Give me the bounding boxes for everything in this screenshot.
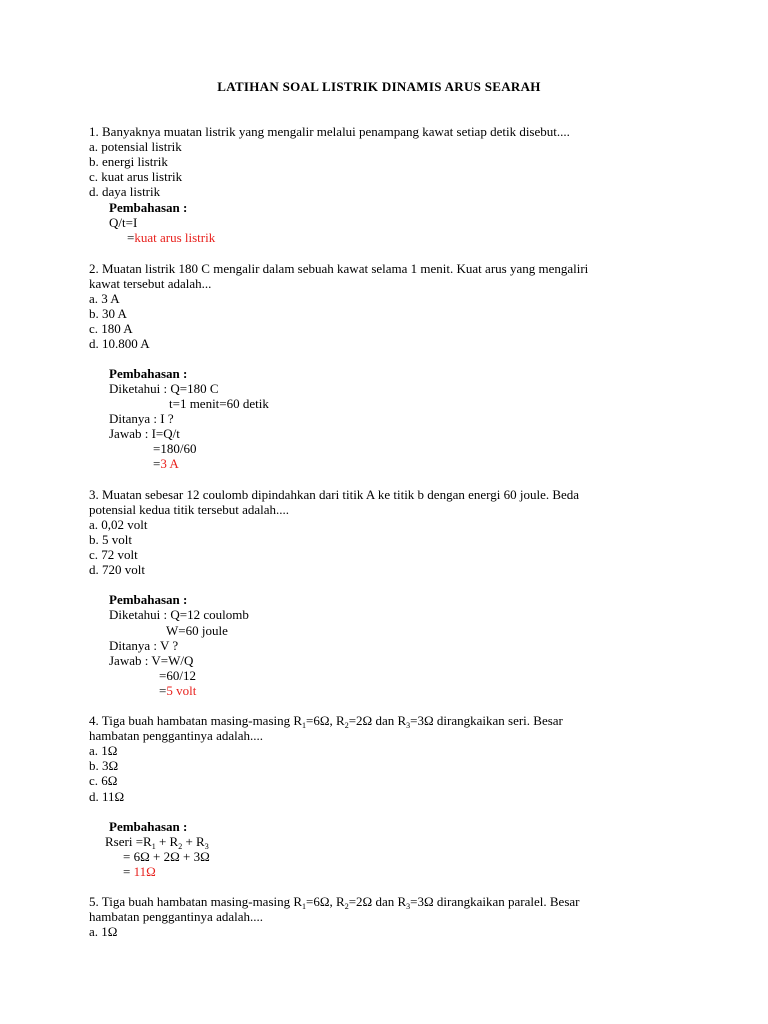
q1-option-c: c. kuat arus listrik: [89, 169, 183, 184]
subscript-1: 1: [302, 721, 307, 730]
q4-answer-line: [123, 864, 156, 879]
subscript-2: 2: [344, 902, 349, 911]
subscript-1: 1: [302, 902, 307, 911]
q2-diketahui-2: t=1 menit=60 detik: [169, 396, 269, 411]
question-1-text: 1. Banyaknya muatan listrik yang mengalir melalui penampang kawat setiap detik disebut....: [89, 124, 570, 139]
q3-ditanya: Ditanya : V ?: [109, 638, 179, 653]
q2-option-a: a. 3 A: [89, 291, 120, 306]
q4-option-b: b. 3Ω: [89, 758, 119, 773]
q1-option-d: d. daya listrik: [89, 184, 161, 199]
q4-answer-prefix: =: [123, 864, 134, 879]
q4-option-a: a. 1Ω: [89, 743, 118, 758]
q3-diketahui-2: W=60 joule: [166, 623, 228, 638]
q4-pembahasan-label: Pembahasan :: [109, 819, 188, 834]
q2-answer: 3 A: [160, 456, 179, 471]
q3-answer: 5 volt: [166, 683, 197, 698]
q5-text-part: =2Ω dan R: [348, 894, 407, 909]
q4-rseri-line: [105, 834, 209, 849]
q1-answer-prefix: =: [127, 230, 135, 245]
q3-option-b: b. 5 volt: [89, 532, 132, 547]
q2-answer-line: [153, 456, 179, 471]
question-3-text-line2: potensial kedua titik tersebut adalah....: [89, 502, 289, 517]
q1-solution-line: Q/t=I: [109, 215, 138, 230]
q1-option-b: b. energi listrik: [89, 154, 168, 169]
q1-answer: kuat arus listrik: [134, 230, 216, 245]
q3-step-1: =60/12: [159, 668, 196, 683]
q3-answer-line: [159, 683, 196, 698]
q4-text-part: =3Ω dirangkaikan seri. Besar: [410, 713, 563, 728]
q3-diketahui: Diketahui : Q=12 coulomb: [109, 607, 249, 622]
question-3-text-line1: 3. Muatan sebesar 12 coulomb dipindahkan dari titik A ke titik b dengan energi 60 joule. Beda: [89, 487, 580, 502]
q1-option-a: a. potensial listrik: [89, 139, 182, 154]
subscript-2: 2: [344, 721, 349, 730]
q4-option-d: d. 11Ω: [89, 789, 125, 804]
question-2-text-line1: 2. Muatan listrik 180 C mengalir dalam sebuah kawat selama 1 menit. Kuat arus yang mengaliri: [89, 261, 589, 276]
q3-option-d: d. 720 volt: [89, 562, 145, 577]
page-title: LATIHAN SOAL LISTRIK DINAMIS ARUS SEARAH: [217, 79, 541, 94]
q2-pembahasan-label: Pembahasan :: [109, 366, 188, 381]
q2-option-c: c. 180 A: [89, 321, 133, 336]
subscript-1: 1: [151, 842, 156, 851]
q2-jawab: Jawab : I=Q/t: [109, 426, 180, 441]
q4-step-1: = 6Ω + 2Ω + 3Ω: [123, 849, 210, 864]
question-5-text-line2: hambatan penggantinya adalah....: [89, 909, 263, 924]
q3-option-a: a. 0,02 volt: [89, 517, 148, 532]
q4-text-part: =6Ω, R: [306, 713, 345, 728]
q3-jawab: Jawab : V=W/Q: [109, 653, 194, 668]
q3-option-c: c. 72 volt: [89, 547, 138, 562]
q2-answer-prefix: =: [153, 456, 161, 471]
q2-step-1: =180/60: [153, 441, 197, 456]
q5-text-part: 5. Tiga buah hambatan masing-masing R: [89, 894, 303, 909]
subscript-3: 3: [204, 842, 209, 851]
q5-text-part: =6Ω, R: [306, 894, 345, 909]
q1-pembahasan-label: Pembahasan :: [109, 200, 188, 215]
q3-pembahasan-label: Pembahasan :: [109, 592, 188, 607]
q4-rseri-part: + R: [155, 834, 179, 849]
q5-text-part: =3Ω dirangkaikan paralel. Besar: [410, 894, 580, 909]
question-4-text-line2: hambatan penggantinya adalah....: [89, 728, 263, 743]
subscript-3: 3: [406, 721, 411, 730]
q1-answer-line: [127, 230, 215, 245]
q4-text-part: =2Ω dan R: [348, 713, 407, 728]
q3-answer-prefix: =: [159, 683, 167, 698]
q2-option-d: d. 10.800 A: [89, 336, 150, 351]
q4-rseri-part: + R: [182, 834, 205, 849]
question-4-text-line1: [89, 713, 563, 728]
subscript-3: 3: [406, 902, 411, 911]
q5-option-a: a. 1Ω: [89, 924, 118, 939]
q2-ditanya: Ditanya : I ?: [109, 411, 174, 426]
q2-diketahui: Diketahui : Q=180 C: [109, 381, 219, 396]
question-5-text-line1: [89, 894, 579, 909]
q4-option-c: c. 6Ω: [89, 773, 118, 788]
question-2-text-line2: kawat tersebut adalah...: [89, 276, 212, 291]
q4-rseri-part: Rseri =R: [105, 834, 152, 849]
subscript-2: 2: [178, 842, 183, 851]
q4-answer: 11Ω: [133, 864, 156, 879]
q4-text-part: 4. Tiga buah hambatan masing-masing R: [89, 713, 303, 728]
q2-option-b: b. 30 A: [89, 306, 127, 321]
